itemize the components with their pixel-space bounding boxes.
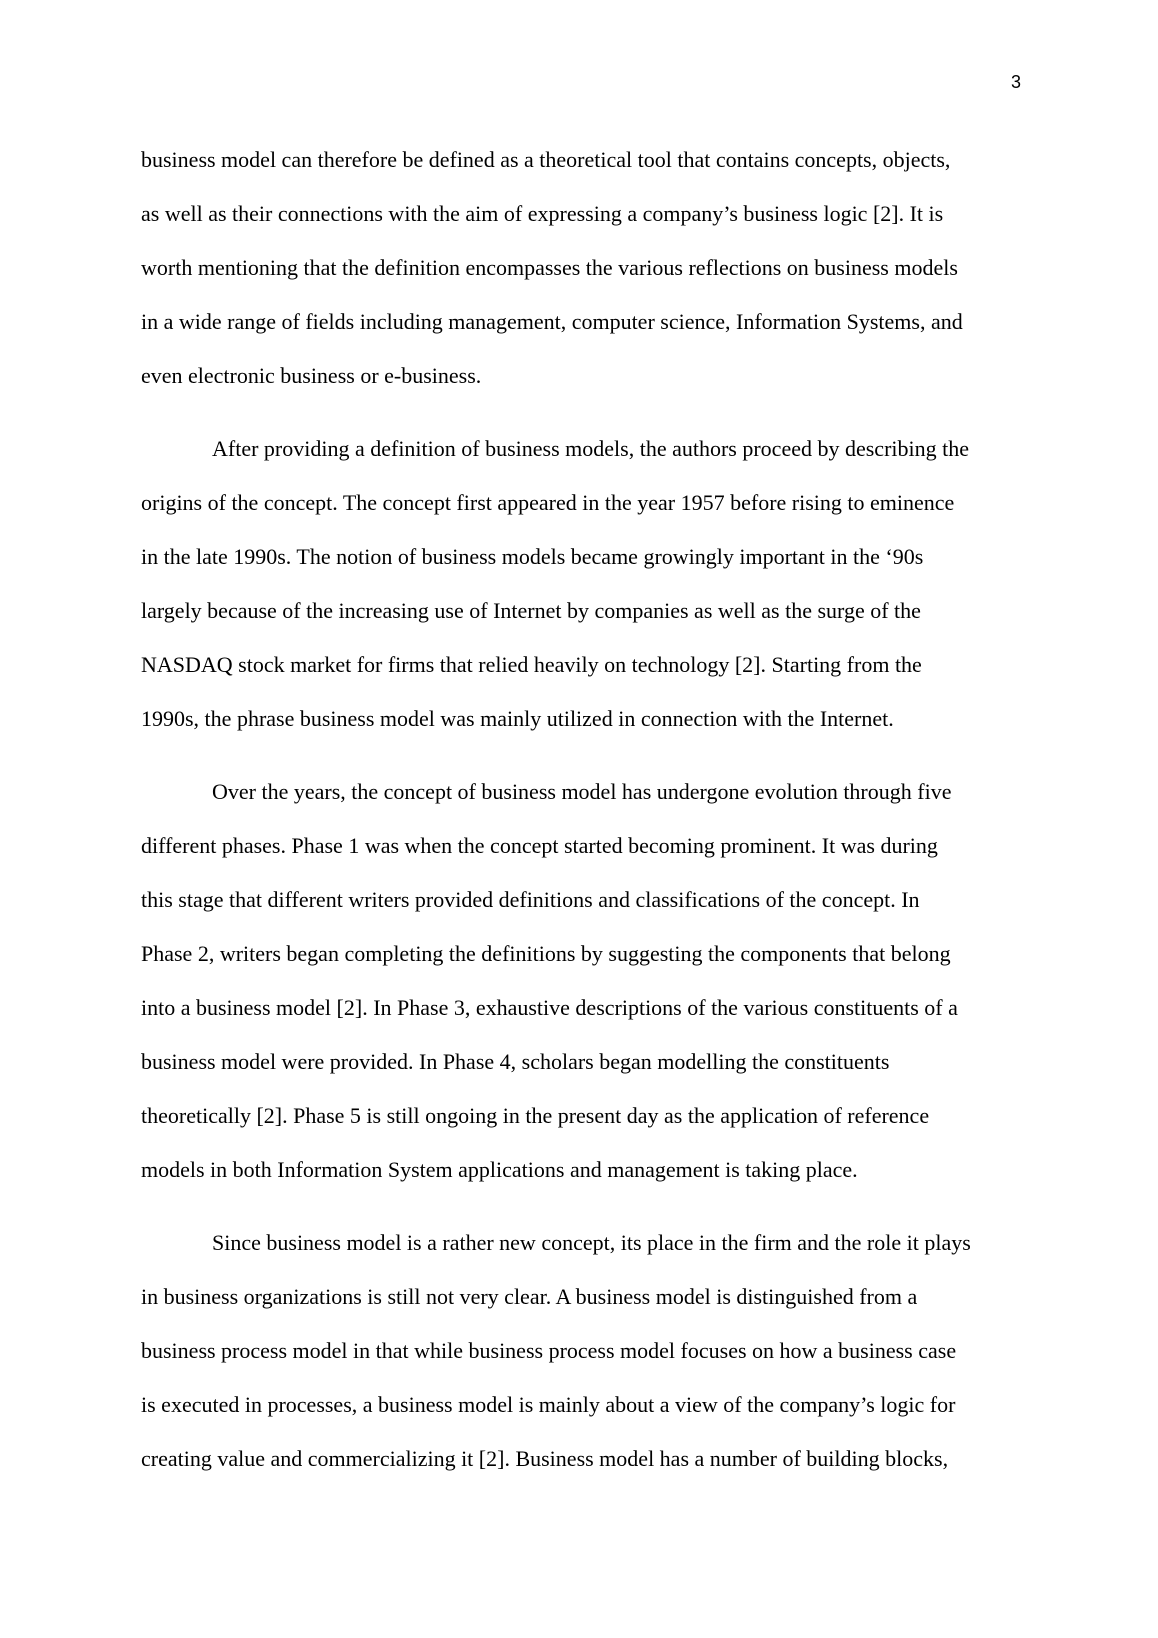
paragraph-line: different phases. Phase 1 was when the concept started becoming prominent. It was during: [141, 833, 938, 858]
paragraph-line: worth mentioning that the definition encompasses the various reflections on business models: [141, 255, 958, 280]
paragraph-spacer: [141, 1197, 1031, 1216]
paragraph-line: largely because of the increasing use of Internet by companies as well as the surge of the: [141, 598, 921, 623]
page-number: 3: [1010, 72, 1021, 92]
paragraph-line: in business organizations is still not very clear. A business model is distinguished from a: [141, 1284, 918, 1309]
paragraph-line: even electronic business or e-business.: [141, 363, 482, 388]
paragraph-line: into a business model [2]. In Phase 3, exhaustive descriptions of the various constituents of a: [141, 995, 958, 1020]
paragraph-line: as well as their connections with the aim of expressing a company’s business logic [2]. It is: [141, 201, 944, 226]
paragraph-line: origins of the concept. The concept first appeared in the year 1957 before rising to eminence: [141, 490, 955, 515]
paragraph-line: business process model in that while business process model focuses on how a business case: [141, 1338, 957, 1363]
paragraph-line: business model were provided. In Phase 4, scholars began modelling the constituents: [141, 1049, 890, 1074]
paragraph-line: is executed in processes, a business model is mainly about a view of the company’s logic for: [141, 1392, 956, 1417]
paragraph-spacer: [141, 746, 1031, 765]
paragraph-line: in a wide range of fields including management, computer science, Information Systems, and: [141, 309, 963, 334]
paragraph-line: in the late 1990s. The notion of business models became growingly important in the ‘90s: [141, 544, 924, 569]
paragraph-first-line: Since business model is a rather new concept, its place in the firm and the role it plays: [212, 1230, 971, 1255]
paragraph-line: NASDAQ stock market for firms that relied heavily on technology [2]. Starting from the: [141, 652, 922, 677]
paragraph-3: [141, 765, 1031, 1197]
paragraph-spacer: [141, 403, 1031, 422]
body-text: [141, 133, 1031, 1486]
paragraph-4: [141, 1216, 1031, 1486]
paragraph-line: models in both Information System applications and management is taking place.: [141, 1157, 858, 1182]
paragraph-1: [141, 133, 1031, 403]
paragraph-first-line: After providing a definition of business models, the authors proceed by describing the: [212, 436, 969, 461]
paragraph-line: Phase 2, writers began completing the definitions by suggesting the components that belong: [141, 941, 951, 966]
paragraph-line: business model can therefore be defined as a theoretical tool that contains concepts, objects,: [141, 147, 951, 172]
paragraph-2: [141, 422, 1031, 746]
paragraph-line: this stage that different writers provided definitions and classifications of the concept. In: [141, 887, 920, 912]
paragraph-first-line: Over the years, the concept of business model has undergone evolution through five: [212, 779, 952, 804]
paragraph-line: creating value and commercializing it [2]. Business model has a number of building blocks,: [141, 1446, 949, 1471]
paragraph-line: 1990s, the phrase business model was mainly utilized in connection with the Internet.: [141, 706, 894, 731]
paragraph-line: theoretically [2]. Phase 5 is still ongoing in the present day as the application of reference: [141, 1103, 930, 1128]
